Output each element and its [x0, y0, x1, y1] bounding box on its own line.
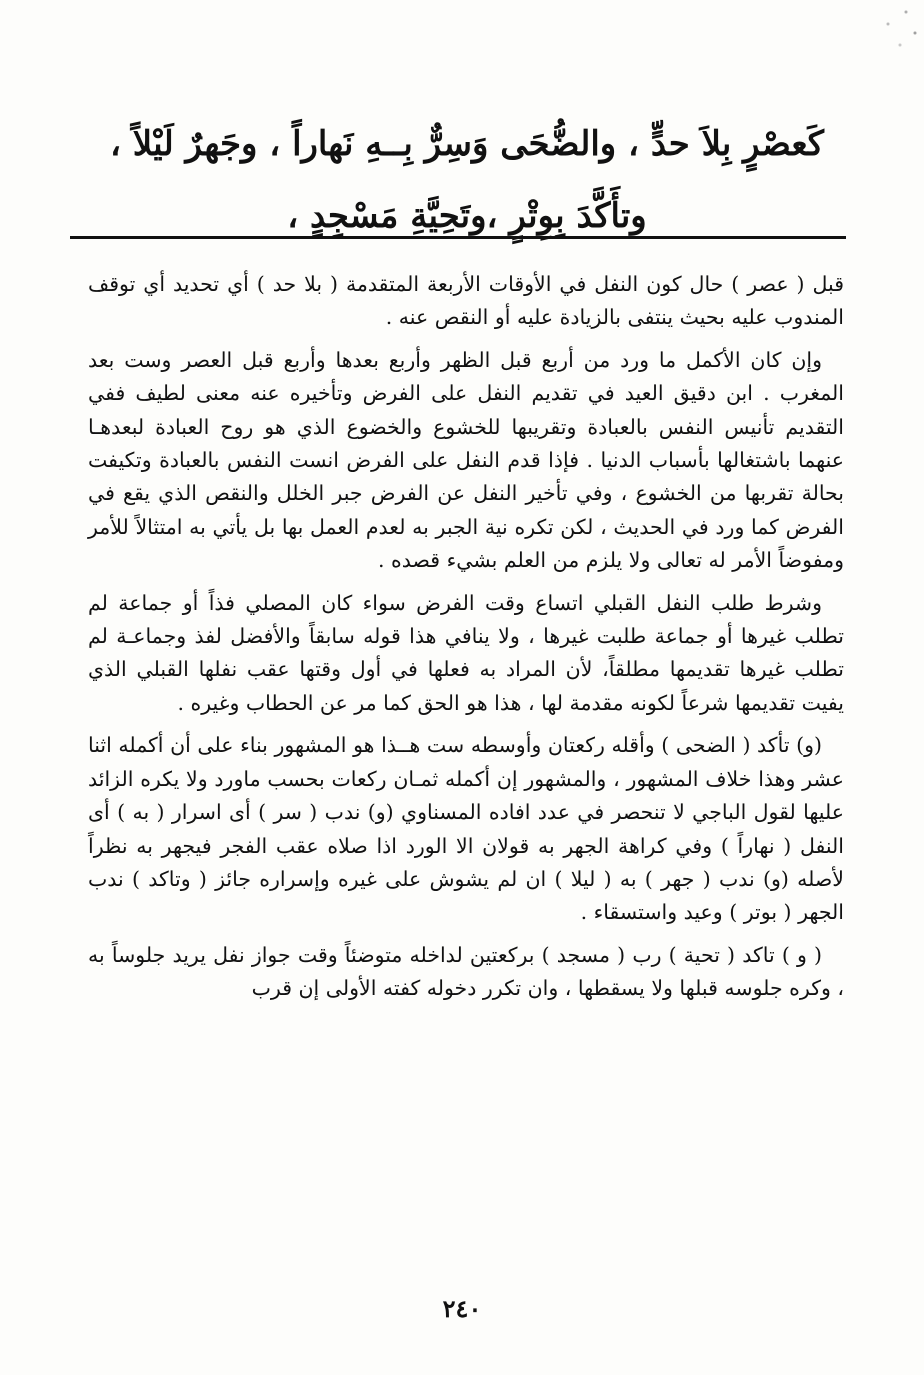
separator-rule [70, 236, 846, 239]
matn-line-2: وتأَكَّدَ بِوِتْرٍ ،وتَحِيَّةِ مَسْجِدٍ ، [287, 196, 647, 236]
scan-speckle [864, 0, 924, 60]
commentary-paragraph-1: قبل ( عصر ) حال كون النفل في الأوقات الأربعة المتقدمة ( بلا حد ) أي تحديد أي توقف المندوب عليه بحيث ينتفى بالزيادة عليه أو النقص عنه . [88, 272, 844, 330]
matn-verse [80, 108, 854, 252]
commentary-paragraph-5: ( و ) تاكد ( تحية ) رب ( مسجد ) بركعتين لداخله متوضئاً وقت جواز نفل يريد جلوساً به ، وكره جلوسه قبلها ولا يسقطها ، وان تكرر دخوله كفته الأولى إن قرب [88, 942, 844, 1001]
page-number: ٢٤٠ [442, 1294, 482, 1323]
matn-line-1: كَعصْرٍ بِلاَ حدٍّ ، والضُّحَى وَسِرٌّ بِــهِ نَهاراً ، وجَهرٌ لَيْلاً ، [110, 124, 824, 164]
commentary-paragraph-3: وشرط طلب النفل القبلي اتساع وقت الفرض سواء كان المصلي فذاً أو جماعة لم تطلب غيرها أو جماعة طلبت غيرها ، ولا ينافي هذا قوله سابقاً والأفضل لفذ وجماعـة لم تطلب غيرها تقديمها مطلقاً، لأن المراد به فعلها في أول وقتها عقب نفلها القبلي الذي يفيت تقديمها شرعاً لكونه مقدمة لها ، هذا هو الحق كما مر عن الحطاب وغيره . [88, 590, 844, 715]
commentary-paragraph-4: (و) تأكد ( الضحى ) وأقله ركعتان وأوسطه ست هــذا هو المشهور بناء على أن أكمله اثنا عشر وهذا خلاف المشهور ، والمشهور إن أكمله ثمـان ركعات بحسب ماورد ولا يكره الزائد عليها لقول الباجي لا تنحصر في عدد افاده المسناوي (و) ندب ( سر ) أى اسرار ( به ) أى النفل ( نهاراً ) وفي كراهة الجهر به قولان الا الورد اذا صلاه عقب الفجر فيجهر به نظراً لأصله (و) ندب ( جهر ) به ( ليلا ) ان لم يشوش على غيره وإسراره جائز ( وتاكد ) ندب الجهر ( بوتر ) وعيد واستسقاء . [88, 733, 844, 925]
commentary-paragraph-2: وإن كان الأكمل ما ورد من أربع قبل الظهر وأربع بعدها وأربع قبل العصر وست بعد المغرب . ابن دقيق العيد في تقديم النفل على الفرض وتأخيره عنه معنى لطيف ففي التقديم تأنيس النفس بالعبادة وتقريبها للخشوع والخضوع الذي هو روح العبادة لبعدهـا عنهما باشتغالها بأسباب الدنيا . فإذا قدم النفل على الفرض انست النفس بالعبادة وتكيفت بحالة تقربها من الخشوع ، وفي تأخير النفل عن الفرض جبر الخلل والنقص الذي يقع في الفرض كما ورد في الحديث ، لكن تكره نية الجبر به لعدم العمل بها بل يأتي به امتثالاً للأمر ومفوضاً الأمر له تعالى ولا يلزم من العلم بشيء قصده . [88, 347, 844, 573]
commentary-text [88, 268, 844, 1015]
